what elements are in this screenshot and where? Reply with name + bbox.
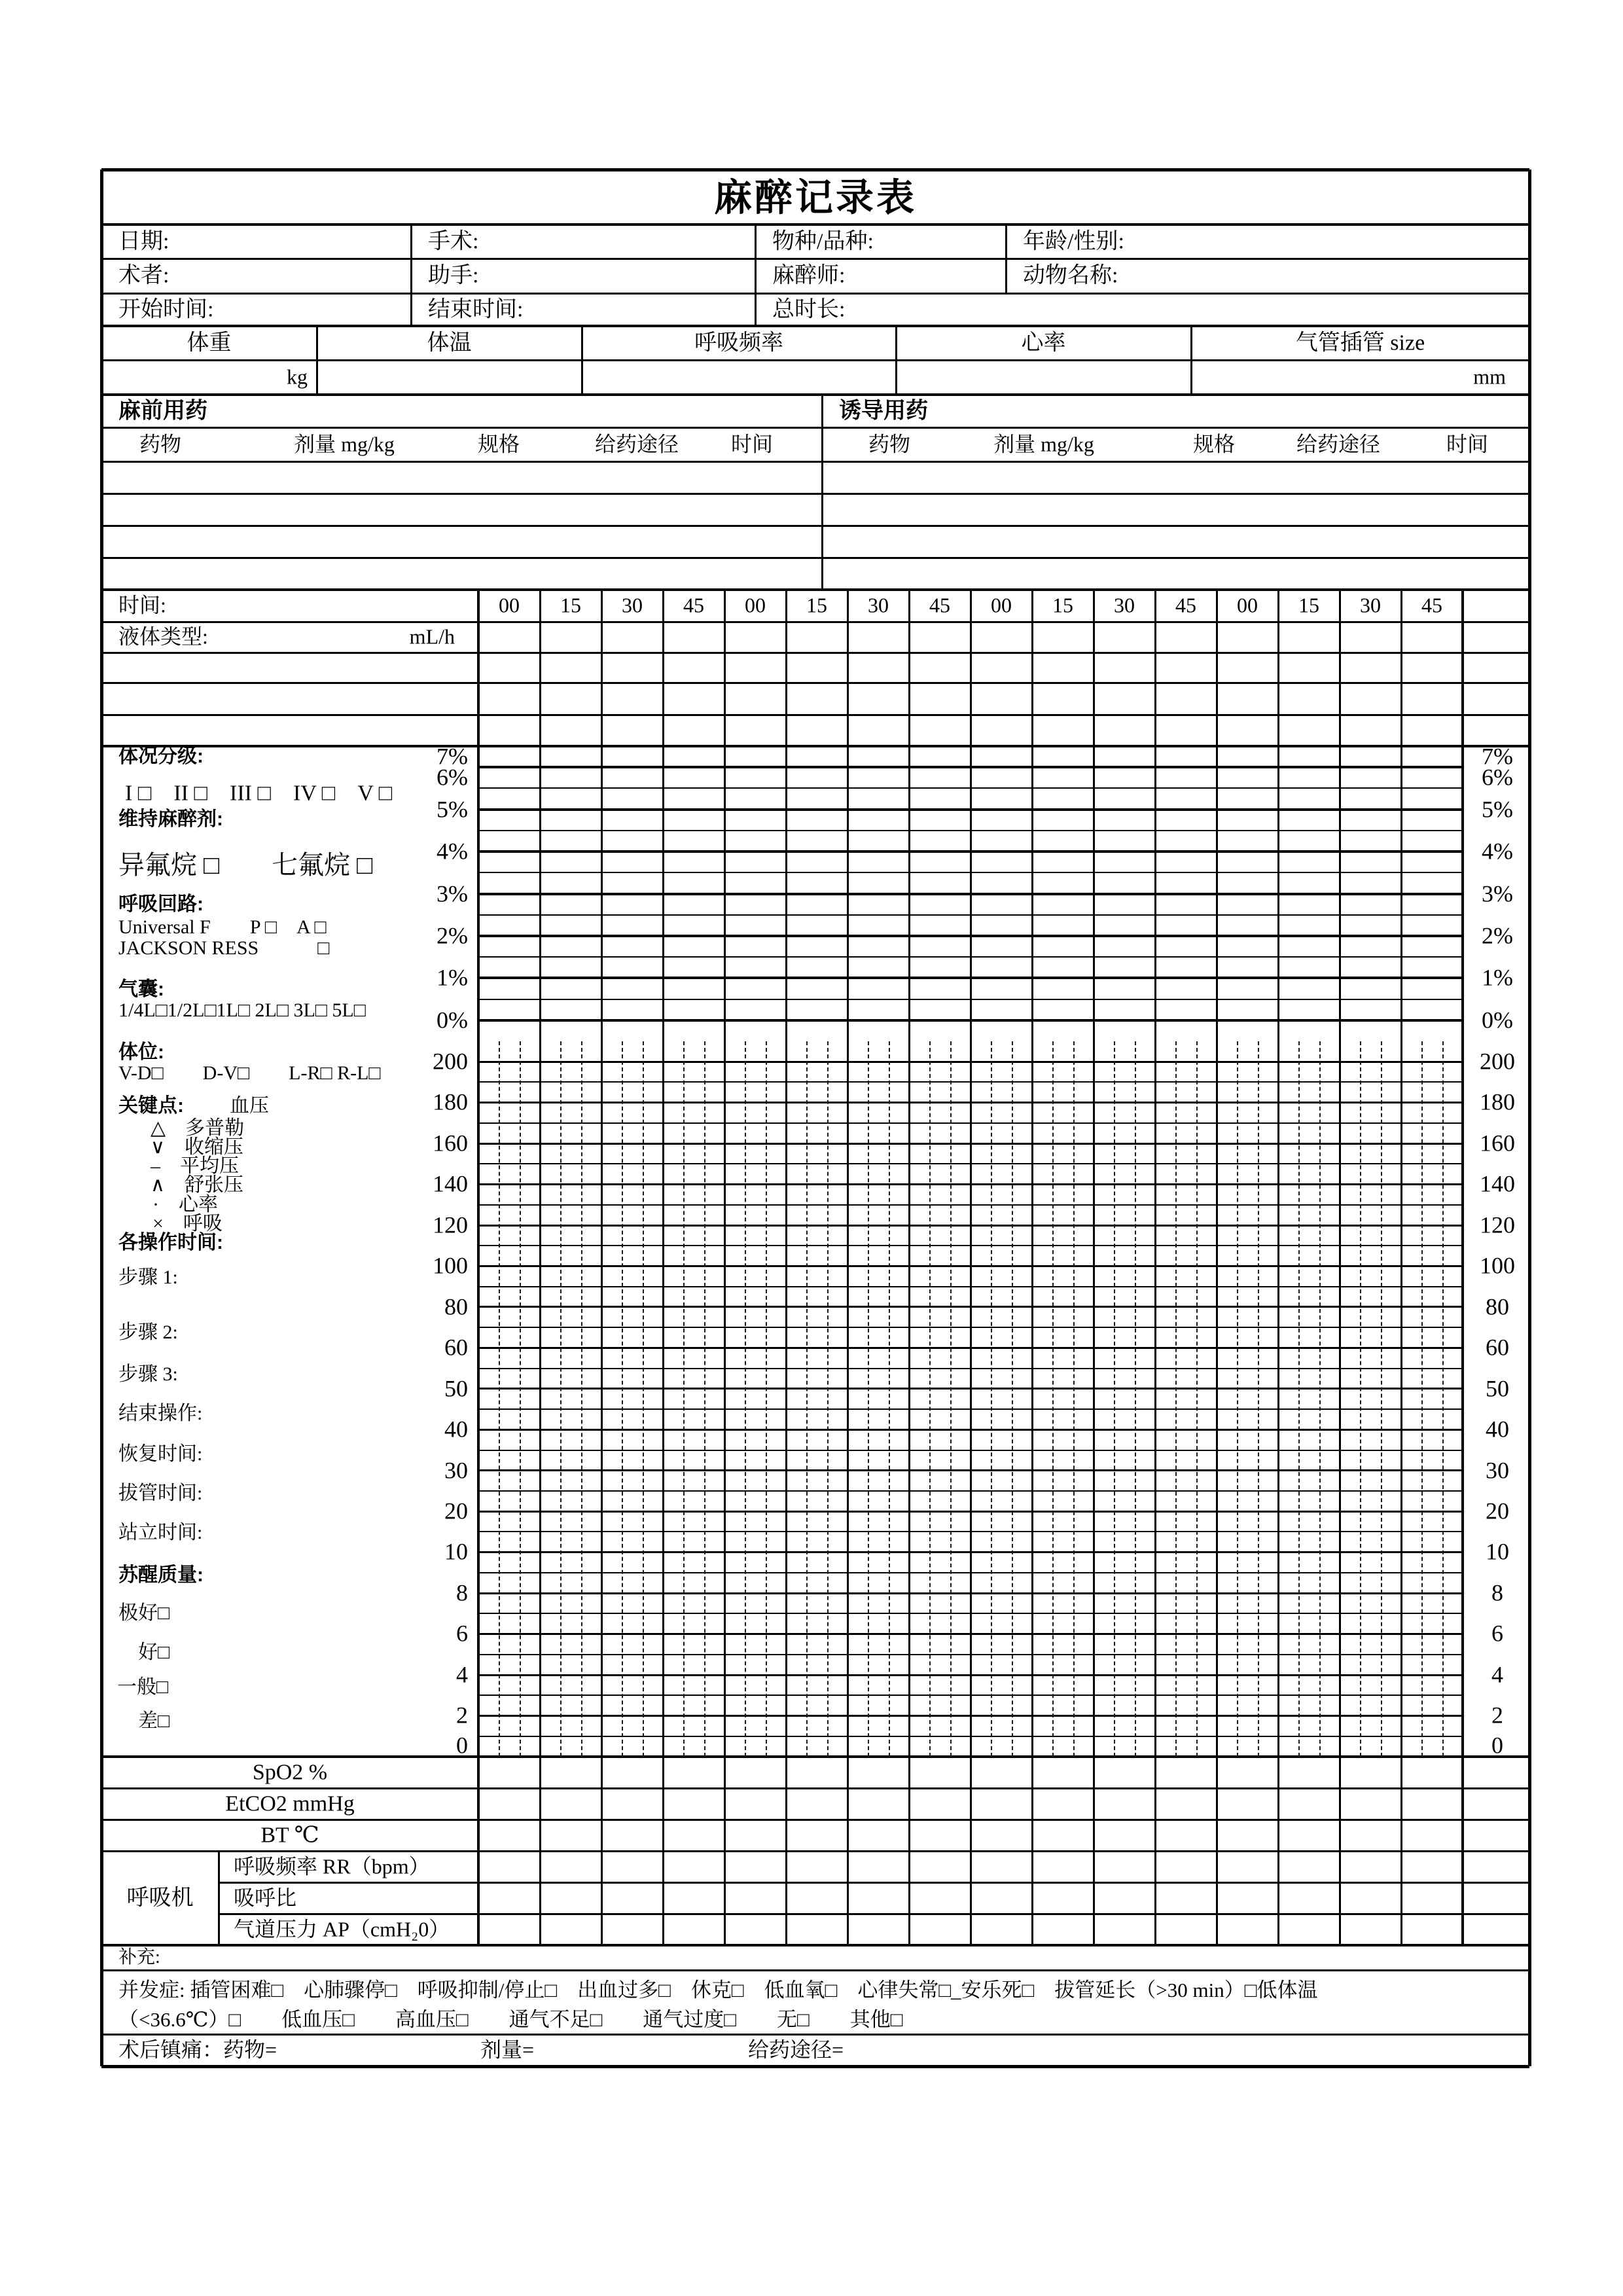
grid-line [478,1736,1463,1737]
percent-axis-label-right: 5% [1482,795,1513,822]
ventilator-row-label: 气道压力 AP（cmH₂0） [234,1917,450,1941]
grid-dashed-line [1319,1041,1321,1757]
grid-line [478,1572,1463,1573]
timeline-tick: 15 [1052,593,1073,617]
percent-axis-label-left: 7% [437,743,468,770]
sidebar-item[interactable]: Universal F P □ A □ [118,916,327,938]
value-axis-label-right: 4 [1491,1661,1503,1688]
sidebar-item: ∨ 收缩压 [151,1136,243,1158]
grid-dashed-line [683,1041,685,1757]
table-border [821,395,823,590]
grid-line [478,914,1463,916]
grid-dashed-line [1237,1041,1238,1757]
grid-column-line [1154,590,1156,1945]
supplement-label[interactable]: 补充: [118,1946,160,1967]
grid-line [478,1408,1463,1410]
grid-dashed-line [991,1041,992,1757]
grid-dashed-line [622,1041,623,1757]
grid-dashed-line [499,1041,500,1757]
grid-line [478,1613,1463,1614]
timeline-tick: 00 [499,593,520,617]
grid-column-line [1339,590,1341,1945]
grid-dashed-line [1298,1041,1300,1757]
grid-column-line [908,590,910,1945]
sidebar-item[interactable]: 好□ [138,1641,170,1663]
table-border [219,1882,1529,1884]
table-border [101,223,1529,226]
grid-line [478,1306,1463,1308]
grid-line [478,893,1463,895]
grid-dashed-line [1196,1041,1198,1757]
grid-line [478,956,1463,958]
sidebar-item: 关键点: [118,1094,184,1117]
grid-line [478,830,1463,831]
info-row2-label[interactable]: 助手: [428,263,479,288]
grid-line [478,1490,1463,1492]
grid-line [478,1225,1463,1227]
grid-line [478,1511,1463,1513]
premed-column-header: 给药途径 [594,432,679,456]
grid-line [478,1695,1463,1696]
info-row1-label[interactable]: 年龄/性别: [1023,229,1124,254]
induction-column-header: 剂量 mg/kg [993,432,1094,456]
grid-column-line [662,590,664,1945]
grid-dashed-line [1135,1041,1136,1757]
sidebar-item[interactable]: 极好□ [118,1602,170,1624]
sidebar-item: 步骤 1: [118,1266,178,1288]
sidebar-item: 恢复时间: [118,1443,203,1465]
percent-axis-label-right: 2% [1482,922,1513,949]
grid-line [478,1531,1463,1532]
tube-unit-label: mm [1473,365,1506,389]
grid-dashed-line [1381,1041,1382,1757]
value-axis-label-left: 120 [433,1211,468,1238]
grid-line [478,766,1463,768]
table-border [101,652,1529,654]
value-axis-label-left: 8 [456,1579,468,1606]
sidebar-item: 苏醒质量: [118,1564,204,1586]
grid-line [478,935,1463,937]
grid-line [478,1122,1463,1124]
grid-line [478,1183,1463,1185]
induction-column-header: 药物 [868,432,910,456]
value-axis-label-left: 2 [456,1702,468,1729]
grid-line [478,1327,1463,1328]
timeline-tick: 30 [1360,593,1381,617]
grid-line [478,1450,1463,1451]
sidebar-item: 气囊: [118,978,164,1000]
timeline-tick: 15 [1298,593,1319,617]
timeline-tick: 00 [991,593,1012,617]
grid-line [478,850,1463,853]
value-axis-label-right: 60 [1486,1334,1509,1361]
value-axis-label-right: 100 [1480,1252,1515,1279]
premed-column-header: 规格 [477,432,520,456]
grid-line [478,999,1463,1000]
analgesia-dose-label[interactable]: 剂量= [480,2037,535,2062]
induction-column-header: 规格 [1192,432,1235,456]
sidebar-item[interactable]: V-D□ D-V□ L-R□ R-L□ [118,1062,381,1084]
table-border [101,745,1529,747]
timeline-tick: 45 [1175,593,1196,617]
grid-dashed-line [1442,1041,1444,1757]
grid-column-line [970,590,972,1945]
ventilator-row-label: 吸呼比 [234,1886,297,1910]
grid-dashed-line [1073,1041,1075,1757]
table-border [101,1755,1529,1758]
grid-column-line [539,590,541,1945]
percent-axis-label-right: 1% [1482,964,1513,991]
grid-line [478,1429,1463,1431]
value-axis-label-right: 40 [1486,1416,1509,1443]
grid-line [478,1081,1463,1083]
timeline-tick: 30 [868,593,889,617]
table-border [101,1944,1529,1946]
percent-axis-label-right: 4% [1482,838,1513,865]
sidebar-item: 体况分级: [118,745,204,767]
sidebar-item: 体位: [118,1041,164,1063]
grid-dashed-line [581,1041,582,1757]
value-axis-label-right: 20 [1486,1498,1509,1524]
value-axis-label-left: 20 [444,1498,468,1524]
value-axis-label-right: 6 [1491,1620,1503,1647]
sidebar-item[interactable]: 1/4L□1/2L□1L□ 2L□ 3L□ 5L□ [118,999,366,1021]
grid-dashed-line [643,1041,644,1757]
table-border [101,293,1529,295]
grid-dashed-line [889,1041,890,1757]
weight-unit-label: kg [287,365,308,389]
vitals-header: 呼吸频率 [694,331,783,355]
grid-line [478,1286,1463,1287]
value-axis-label-left: 30 [444,1456,468,1483]
grid-line [478,1368,1463,1369]
sidebar-item: × 呼吸 [152,1212,223,1234]
table-border [1005,224,1007,293]
vitals-header: 体重 [187,331,232,355]
sidebar-item: 维持麻醉剂: [118,808,223,830]
vitals-header: 体温 [427,331,472,355]
grid-dashed-line [520,1041,521,1757]
grid-line [478,1245,1463,1246]
grid-column-line [1400,590,1402,1945]
info-row3-label[interactable]: 总时长: [772,297,846,322]
timeline-tick: 15 [560,593,581,617]
table-border [410,224,412,326]
info-row2-label[interactable]: 术者: [118,263,169,288]
table-border [219,1913,1529,1915]
sidebar-item[interactable]: JACKSON RESS □ [118,937,330,959]
monitor-row-label: BT ℃ [260,1823,319,1848]
value-axis-label-right: 0 [1491,1732,1503,1759]
grid-line [478,1633,1463,1635]
grid-line [478,1102,1463,1103]
grid-dashed-line [1175,1041,1177,1757]
grid-column-line [601,590,603,1945]
percent-axis-label-right: 6% [1482,764,1513,791]
grid-line [478,1204,1463,1206]
value-axis-label-left: 0 [456,1732,468,1759]
percent-axis-label-left: 0% [437,1007,468,1033]
ventilator-label: 呼吸机 [126,1886,194,1910]
grid-dashed-line [806,1041,808,1757]
grid-line [478,1388,1463,1390]
table-border [101,1819,1529,1821]
vitals-header: 心率 [1021,331,1066,355]
sidebar-item: 拔管时间: [118,1482,203,1504]
value-axis-label-right: 30 [1486,1456,1509,1483]
sidebar-item: △ 多普勒 [151,1117,245,1139]
grid-dashed-line [766,1041,767,1757]
premed-title: 麻前用药 [118,398,207,423]
table-border [101,258,1529,260]
value-axis-label-left: 200 [433,1048,468,1075]
grid-dashed-line [1052,1041,1054,1757]
grid-dashed-line [827,1041,829,1757]
grid-dashed-line [704,1041,705,1757]
analgesia-route-label[interactable]: 给药途径= [748,2037,844,2062]
timeline-tick: 00 [745,593,766,617]
grid-line [478,872,1463,873]
vitals-header: 气管插管 size [1295,331,1425,355]
page-title: 麻醉记录表 [713,176,917,219]
ventilator-row-label: 呼吸频率 RR（bpm） [234,1854,430,1878]
sidebar-item[interactable]: 差□ [138,1710,170,1732]
grid-column-line [847,590,849,1945]
table-border [101,1969,1529,1971]
info-row2-label[interactable]: 动物名称: [1023,263,1118,288]
premed-column-header: 剂量 mg/kg [294,432,395,456]
info-row1-label[interactable]: 手术: [428,229,479,254]
table-border [101,427,1529,429]
analgesia-label[interactable]: 术后镇痛：药物= [118,2037,277,2062]
info-row3-label[interactable]: 结束时间: [428,297,524,322]
grid-column-line [785,590,787,1945]
timeline-tick: 15 [806,593,827,617]
percent-axis-label-left: 1% [437,964,468,991]
sidebar-item: – 平均压 [151,1155,239,1177]
value-axis-label-left: 80 [444,1293,468,1320]
value-axis-label-left: 50 [444,1374,468,1401]
grid-column-line [1093,590,1095,1945]
sidebar-item: 步骤 2: [118,1321,178,1343]
table-border [755,224,757,326]
grid-column-line [1277,590,1279,1945]
grid-column-line [1031,590,1033,1945]
table-border [101,621,1529,623]
table-border [101,168,1529,171]
induction-column-header: 时间 [1446,432,1488,456]
sidebar-item: 步骤 3: [118,1363,178,1385]
table-border [101,493,1529,495]
value-axis-label-right: 10 [1486,1538,1509,1565]
timeline-tick: 45 [1421,593,1442,617]
grid-line [478,1163,1463,1164]
grid-line [478,1019,1463,1022]
table-border [101,557,1529,559]
sidebar-item: 结束操作: [118,1402,203,1424]
grid-dashed-line [1012,1041,1013,1757]
percent-axis-label-right: 3% [1482,880,1513,906]
table-border [101,2034,1529,2036]
grid-dashed-line [1258,1041,1259,1757]
info-row3-label[interactable]: 开始时间: [118,297,214,322]
grid-column-line [1461,590,1464,1945]
percent-axis-label-left: 5% [437,795,468,822]
value-axis-label-right: 180 [1480,1088,1515,1115]
timeline-tick: 30 [622,593,643,617]
grid-line [478,808,1463,811]
table-border [101,461,1529,463]
complications-line2[interactable]: （<36.6℃）□ 低血压□ 高血压□ 通气不足□ 通气过度□ 无□ 其他□ [118,2008,903,2032]
grid-line [478,1674,1463,1676]
info-row2-label[interactable]: 麻醉师: [772,263,846,288]
table-border [101,1787,1529,1789]
value-axis-label-left: 60 [444,1334,468,1361]
table-border [101,682,1529,684]
induction-title: 诱导用药 [839,398,928,423]
fluid-unit-label: mL/h [409,624,455,649]
induction-column-header: 给药途径 [1296,432,1380,456]
fluid-type-label: 液体类型: [118,624,208,649]
value-axis-label-right: 80 [1486,1293,1509,1320]
grid-dashed-line [1114,1041,1115,1757]
sidebar-item: ∧ 舒张压 [151,1174,243,1196]
grid-dashed-line [745,1041,746,1757]
sidebar-item: 各操作时间: [118,1231,223,1253]
percent-axis-label-left: 2% [437,922,468,949]
grid-line [478,1469,1463,1471]
table-border [101,525,1529,527]
value-axis-label-left: 4 [456,1661,468,1688]
value-axis-label-right: 160 [1480,1130,1515,1157]
sidebar-item: 站立时间: [118,1521,203,1543]
value-axis-label-right: 140 [1480,1170,1515,1197]
grid-column-line [477,590,480,1945]
grid-line [478,1715,1463,1717]
monitor-row-label: SpO2 % [252,1760,328,1785]
info-row1-label[interactable]: 物种/品种: [772,229,874,254]
value-axis-label-left: 100 [433,1252,468,1279]
grid-line [478,1143,1463,1145]
grid-line [478,787,1463,789]
grid-dashed-line [868,1041,869,1757]
table-border [101,588,1529,591]
grid-line [478,1551,1463,1553]
monitor-row-label: EtCO2 mmHg [225,1791,355,1816]
value-axis-label-right: 120 [1480,1211,1515,1238]
percent-axis-label-left: 6% [437,764,468,791]
grid-dashed-line [929,1041,931,1757]
value-axis-label-right: 2 [1491,1702,1503,1729]
value-axis-label-left: 10 [444,1538,468,1565]
grid-dashed-line [560,1041,562,1757]
sidebar-item[interactable]: 一般□ [117,1676,169,1698]
info-row1-label[interactable]: 日期: [118,229,169,254]
grid-line [478,1654,1463,1655]
value-axis-label-right: 8 [1491,1579,1503,1606]
complications-line1[interactable]: 并发症: 插管困难□ 心肺骤停□ 呼吸抑制/停止□ 出血过多□ 休克□ 低血氧□ 心律失常□_安乐死□ 拔管延长（>30 min）□低体温 [118,1979,1318,2002]
percent-axis-label-left: 4% [437,838,468,865]
value-axis-label-right: 200 [1480,1048,1515,1075]
sidebar-item: · 心率 [152,1193,218,1215]
grid-line [478,1347,1463,1349]
percent-axis-label-right: 0% [1482,1007,1513,1033]
timeline-tick: 45 [683,593,704,617]
value-axis-label-right: 50 [1486,1374,1509,1401]
value-axis-label-left: 6 [456,1620,468,1647]
grid-column-line [1216,590,1218,1945]
value-axis-label-left: 40 [444,1416,468,1443]
premed-column-header: 药物 [139,432,181,456]
grid-line [478,1592,1463,1594]
anesthesia-record-form [101,170,1529,2066]
table-border [101,2065,1529,2068]
table-border [101,1850,1529,1852]
premed-column-header: 时间 [730,432,773,456]
percent-axis-label-right: 7% [1482,743,1513,770]
value-axis-label-left: 140 [433,1170,468,1197]
sidebar-item[interactable]: I □ II □ III □ IV □ V □ [125,781,393,806]
timeline-tick: 30 [1114,593,1135,617]
grid-line [478,1061,1463,1063]
value-axis-label-left: 160 [433,1130,468,1157]
grid-line [478,1265,1463,1267]
timeline-label: 时间: [118,593,166,617]
grid-dashed-line [950,1041,952,1757]
grid-dashed-line [1360,1041,1361,1757]
grid-dashed-line [1421,1041,1423,1757]
sidebar-item: 呼吸回路: [118,893,204,915]
percent-axis-label-left: 3% [437,880,468,906]
value-axis-label-left: 180 [433,1088,468,1115]
timeline-tick: 00 [1237,593,1258,617]
sidebar-item: 血压 [230,1094,269,1117]
timeline-tick: 45 [929,593,950,617]
grid-column-line [724,590,726,1945]
grid-line [478,977,1463,979]
sidebar-item[interactable]: 异氟烷 □ 七氟烷 □ [118,850,373,880]
table-border [101,714,1529,716]
